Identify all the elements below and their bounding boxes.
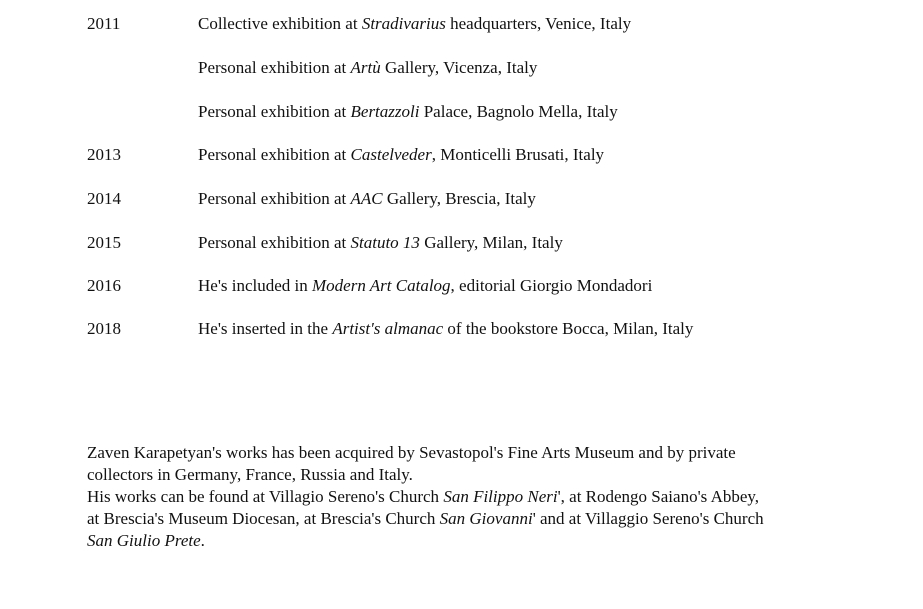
exhibition-description: He's included in Modern Art Catalog, editorial Giorgio Mondadori [198,276,653,295]
exhibition-year: 2013 [87,145,121,164]
exhibition-row [0,231,923,255]
exhibition-description: Personal exhibition at Statuto 13 Gallery, Milan, Italy [198,233,563,252]
exhibition-description: Personal exhibition at Artù Gallery, Vicenza, Italy [198,58,538,77]
exhibition-row [0,56,923,80]
exhibition-row [0,187,923,211]
exhibition-row [0,317,923,341]
exhibition-row [0,274,923,298]
exhibition-year: 2016 [87,276,121,295]
exhibition-description: He's inserted in the Artist's almanac of the bookstore Bocca, Milan, Italy [198,319,694,338]
exhibition-row [0,143,923,167]
paragraph-line: at Brescia's Museum Diocesan, at Brescia's Church San Giovanni' and at Villaggio Sereno's Church [87,509,764,528]
exhibition-description: Personal exhibition at Bertazzoli Palace, Bagnolo Mella, Italy [198,102,618,121]
paragraph-line: Zaven Karapetyan's works has been acquired by Sevastopol's Fine Arts Museum and by private [87,443,736,462]
exhibition-year: 2014 [87,189,121,208]
exhibition-year: 2015 [87,233,121,252]
paragraph-line: His works can be found at Villagio Sereno's Church San Filippo Neri', at Rodengo Saiano's Abbey, [87,487,760,506]
exhibition-row [0,100,923,124]
collections-paragraph [87,442,867,552]
exhibition-year: 2018 [87,319,121,338]
exhibition-description: Personal exhibition at AAC Gallery, Brescia, Italy [198,189,536,208]
paragraph-line: San Giulio Prete. [87,531,205,550]
exhibition-description: Collective exhibition at Stradivarius headquarters, Venice, Italy [198,14,632,33]
paragraph-line: collectors in Germany, France, Russia and Italy. [87,465,413,484]
exhibition-description: Personal exhibition at Castelveder, Monticelli Brusati, Italy [198,145,605,164]
exhibition-year: 2011 [87,14,121,33]
exhibition-row [0,12,923,36]
